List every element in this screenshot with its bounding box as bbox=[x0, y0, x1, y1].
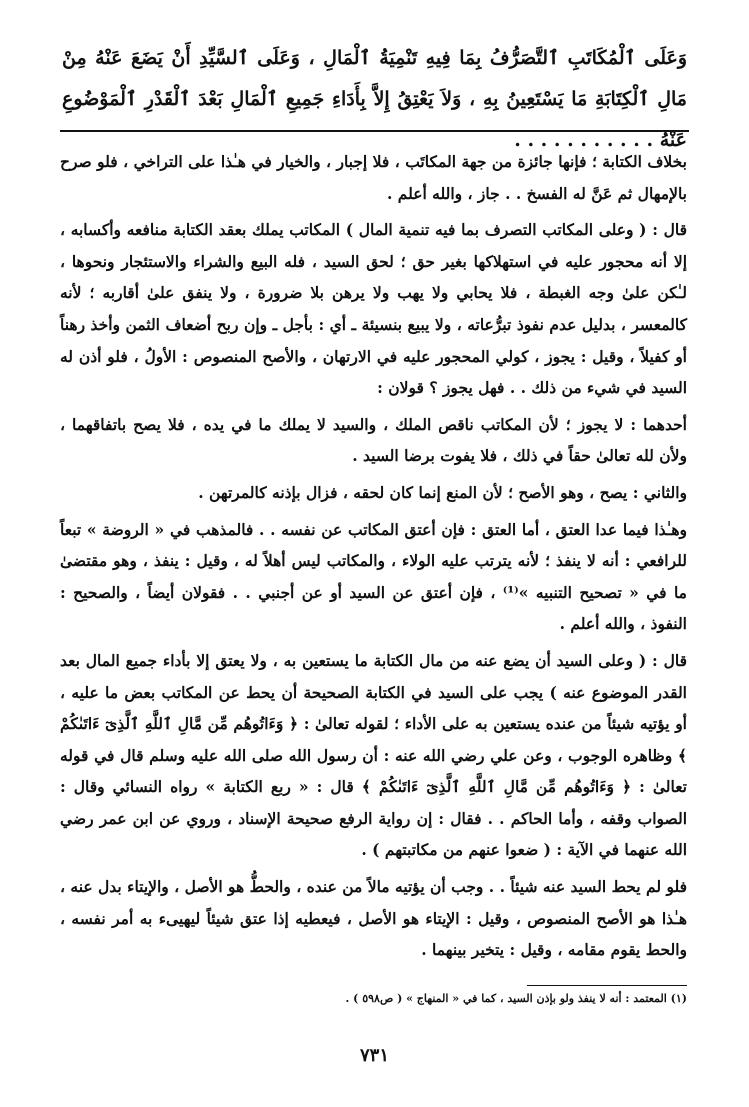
commentary-paragraph: قال : ( وعلى السيد أن يضع عنه من مال الكتابة ما يستعين به ، ولا يعتق إلا بأداء جميع المال بعد القدر الموضوع عنه ) يجب على السيد في الكتابة الصحيحة أن يحط عن المكاتب بعض ما عليه ، أو يؤتيه شيئاً من عنده يستعين به على الأداء ؛ لقوله تعالىٰ : ﴿ وَءَاتُوهُم مِّن مَّالِ ٱللَّهِ ٱلَّذِىٓ ءَاتَىٰكُمْ ﴾ وظاهره الوجوب ، وعن علي رضي الله عنه : أن رسول الله صلى الله عليه وسلم قال في قوله تعالىٰ : ﴿ وَءَاتُوهُم مِّن مَّالِ ٱللَّهِ ٱلَّذِىٓ ءَاتَىٰكُمْ ﴾ قال : « ربع الكتابة » رواه النسائي وقال : الصواب وقفه ، وأما الحاكم . . فقال : إن رواية الرفع صحيحة الإسناد ، وروي عن ابن عمر رضي الله عنهما في الآية : ( ضعوا عنهم من مكاتبتهم ) . bbox=[60, 650, 687, 860]
commentary-paragraph: بخلاف الكتابة ؛ فإنها جائزة من جهة المكاتَب ، فلا إجبار ، والخيار في هـٰذا على التراخي ، فلو صرح بالإمهال ثم عَنَّ له الفسخ . . جاز ، والله أعلم . bbox=[60, 152, 687, 203]
commentary-body bbox=[60, 146, 687, 966]
page-number: ٧٣١ bbox=[359, 1045, 389, 1066]
commentary-paragraph: وهـٰذا فيما عدا العتق ، أما العتق : فإن أعتق المكاتب عن نفسه . . فالمذهب في « الروضة » تبعاً للرافعي : أنه لا ينفذ ؛ لأنه يترتب عليه الولاء ، والمكاتب ليس أهلاً له ، وقيل : ينفذ ، وهو مقتضىٰ ما في « تصحيح التنبيه »⁽¹⁾ ، فإن أعتق عن السيد أو عن أجنبي . . فقولان أيضاً ، والصحيح : النفوذ ، والله أعلم . bbox=[60, 519, 687, 634]
matn-separator-rule bbox=[60, 130, 689, 132]
footnote: (١) المعتمد : أنه لا ينفذ ولو بإذن السيد ، كما في « المنهاج » ( ص٥٩٨ ) . bbox=[345, 992, 687, 1005]
commentary-paragraph: والثاني : يصح ، وهو الأصح ؛ لأن المنع إنما كان لحقه ، فزال بإذنه كالمرتهن . bbox=[198, 482, 687, 502]
commentary-paragraph: قال : ( وعلى المكاتب التصرف بما فيه تنمية المال ) المكاتب يملك بعقد الكتابة منافعه وأكسابه ، إلا أنه محجور عليه في استهلاكها بغير حق ؛ لحق السيد ، فله البيع والشراء والاستئجار ونحوها ، لـٰكن علىٰ وجه الغبطة ، فلا يحابي ولا يهب ولا يرهن بلا ضرورة ، ولا ينفق علىٰ أقاربه ؛ لأنه كالمعسر ، بدليل عدم نفوذ تبرُّعاته ، ولا يبيع بنسيئة ـ أي : بأجل ـ وإن ربح أضعاف الثمن وأخذ رهناً أو كفيلاً ، وقيل : يجوز ، كولي المحجور عليه في الارتهان ، والأصح المنصوص : الأولُ ، فلو أذن له السيد في شيء من ذلك . . فهل يجوز ؟ قولان : bbox=[60, 220, 687, 398]
commentary-paragraph: أحدهما : لا يجوز ؛ لأن المكاتب ناقص الملك ، والسيد لا يملك ما في يده ، فلا يصح باتفاقهما ، ولأن لله تعالىٰ حقاً في ذلك ، فلا يفوت برضا السيد . bbox=[60, 414, 687, 466]
commentary-paragraph: فلو لم يحط السيد عنه شيئاً . . وجب أن يؤتيه مالاً من عنده ، والحطُّ هو الأصل ، والإيتاء بدل عنه ، هـٰذا هو الأصح المنصوص ، وقيل : الإيتاء هو الأصل ، فيعطيه إذا عتق شيئاً ليهيىء به أمر نفسه ، والحط يقوم مقامه ، وقيل : يتخير بينهما . bbox=[60, 877, 687, 960]
matn-text: وَعَلَى ٱلْمُكَاتَبِ ٱلتَّصَرُّفُ بِمَا فِيهِ تَنْمِيَةُ ٱلْمَالِ ، وَعَلَى ٱلسَّيِّدِ أَنْ يَضَعَ عَنْهُ مِنْ مَالِ ٱلْكِتَابَةِ مَا يَسْتَعِينُ بِهِ ، وَلاَ يَعْتِقُ إِلاَّ بِأَدَاءِ جَمِيعِ ٱلْمَالِ بَعْدَ ٱلْقَدْرِ ٱلْمَوْضُوعِ عَنْهُ . . . . . . . . . . . bbox=[62, 47, 687, 151]
footnote-separator-rule bbox=[527, 985, 687, 986]
